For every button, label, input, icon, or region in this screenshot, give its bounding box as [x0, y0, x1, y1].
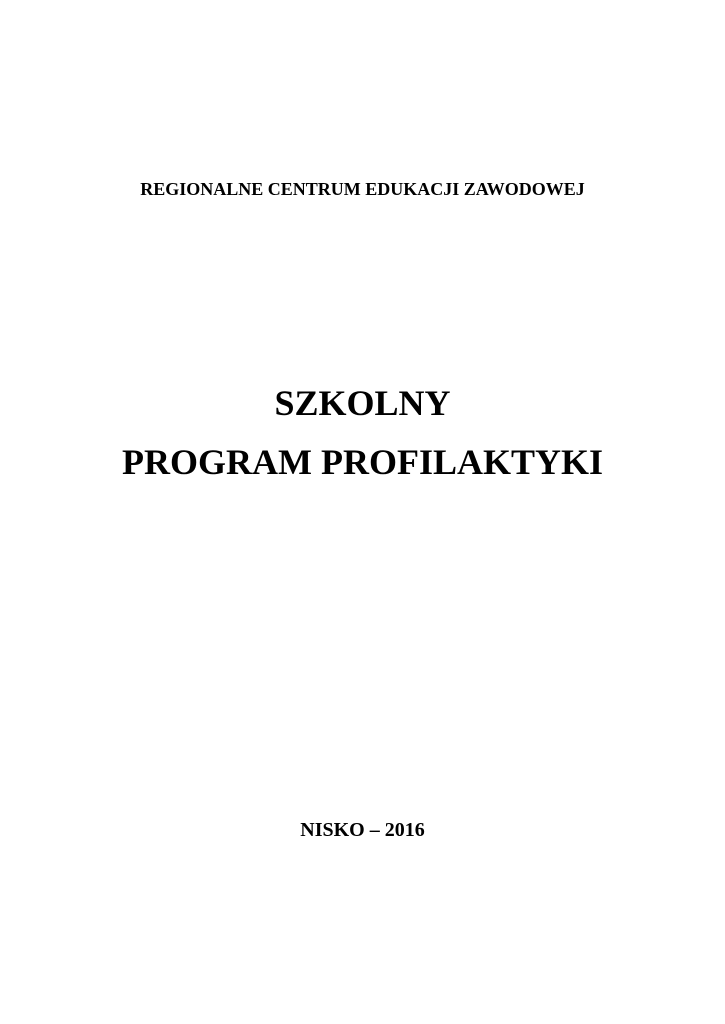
- institution-name: REGIONALNE CENTRUM EDUKACJI ZAWODOWEJ: [140, 179, 585, 199]
- document-title-line-1: SZKOLNY: [274, 383, 451, 423]
- place-and-year: NISKO – 2016: [300, 819, 425, 841]
- document-title-line-2: PROGRAM PROFILAKTYKI: [122, 442, 603, 482]
